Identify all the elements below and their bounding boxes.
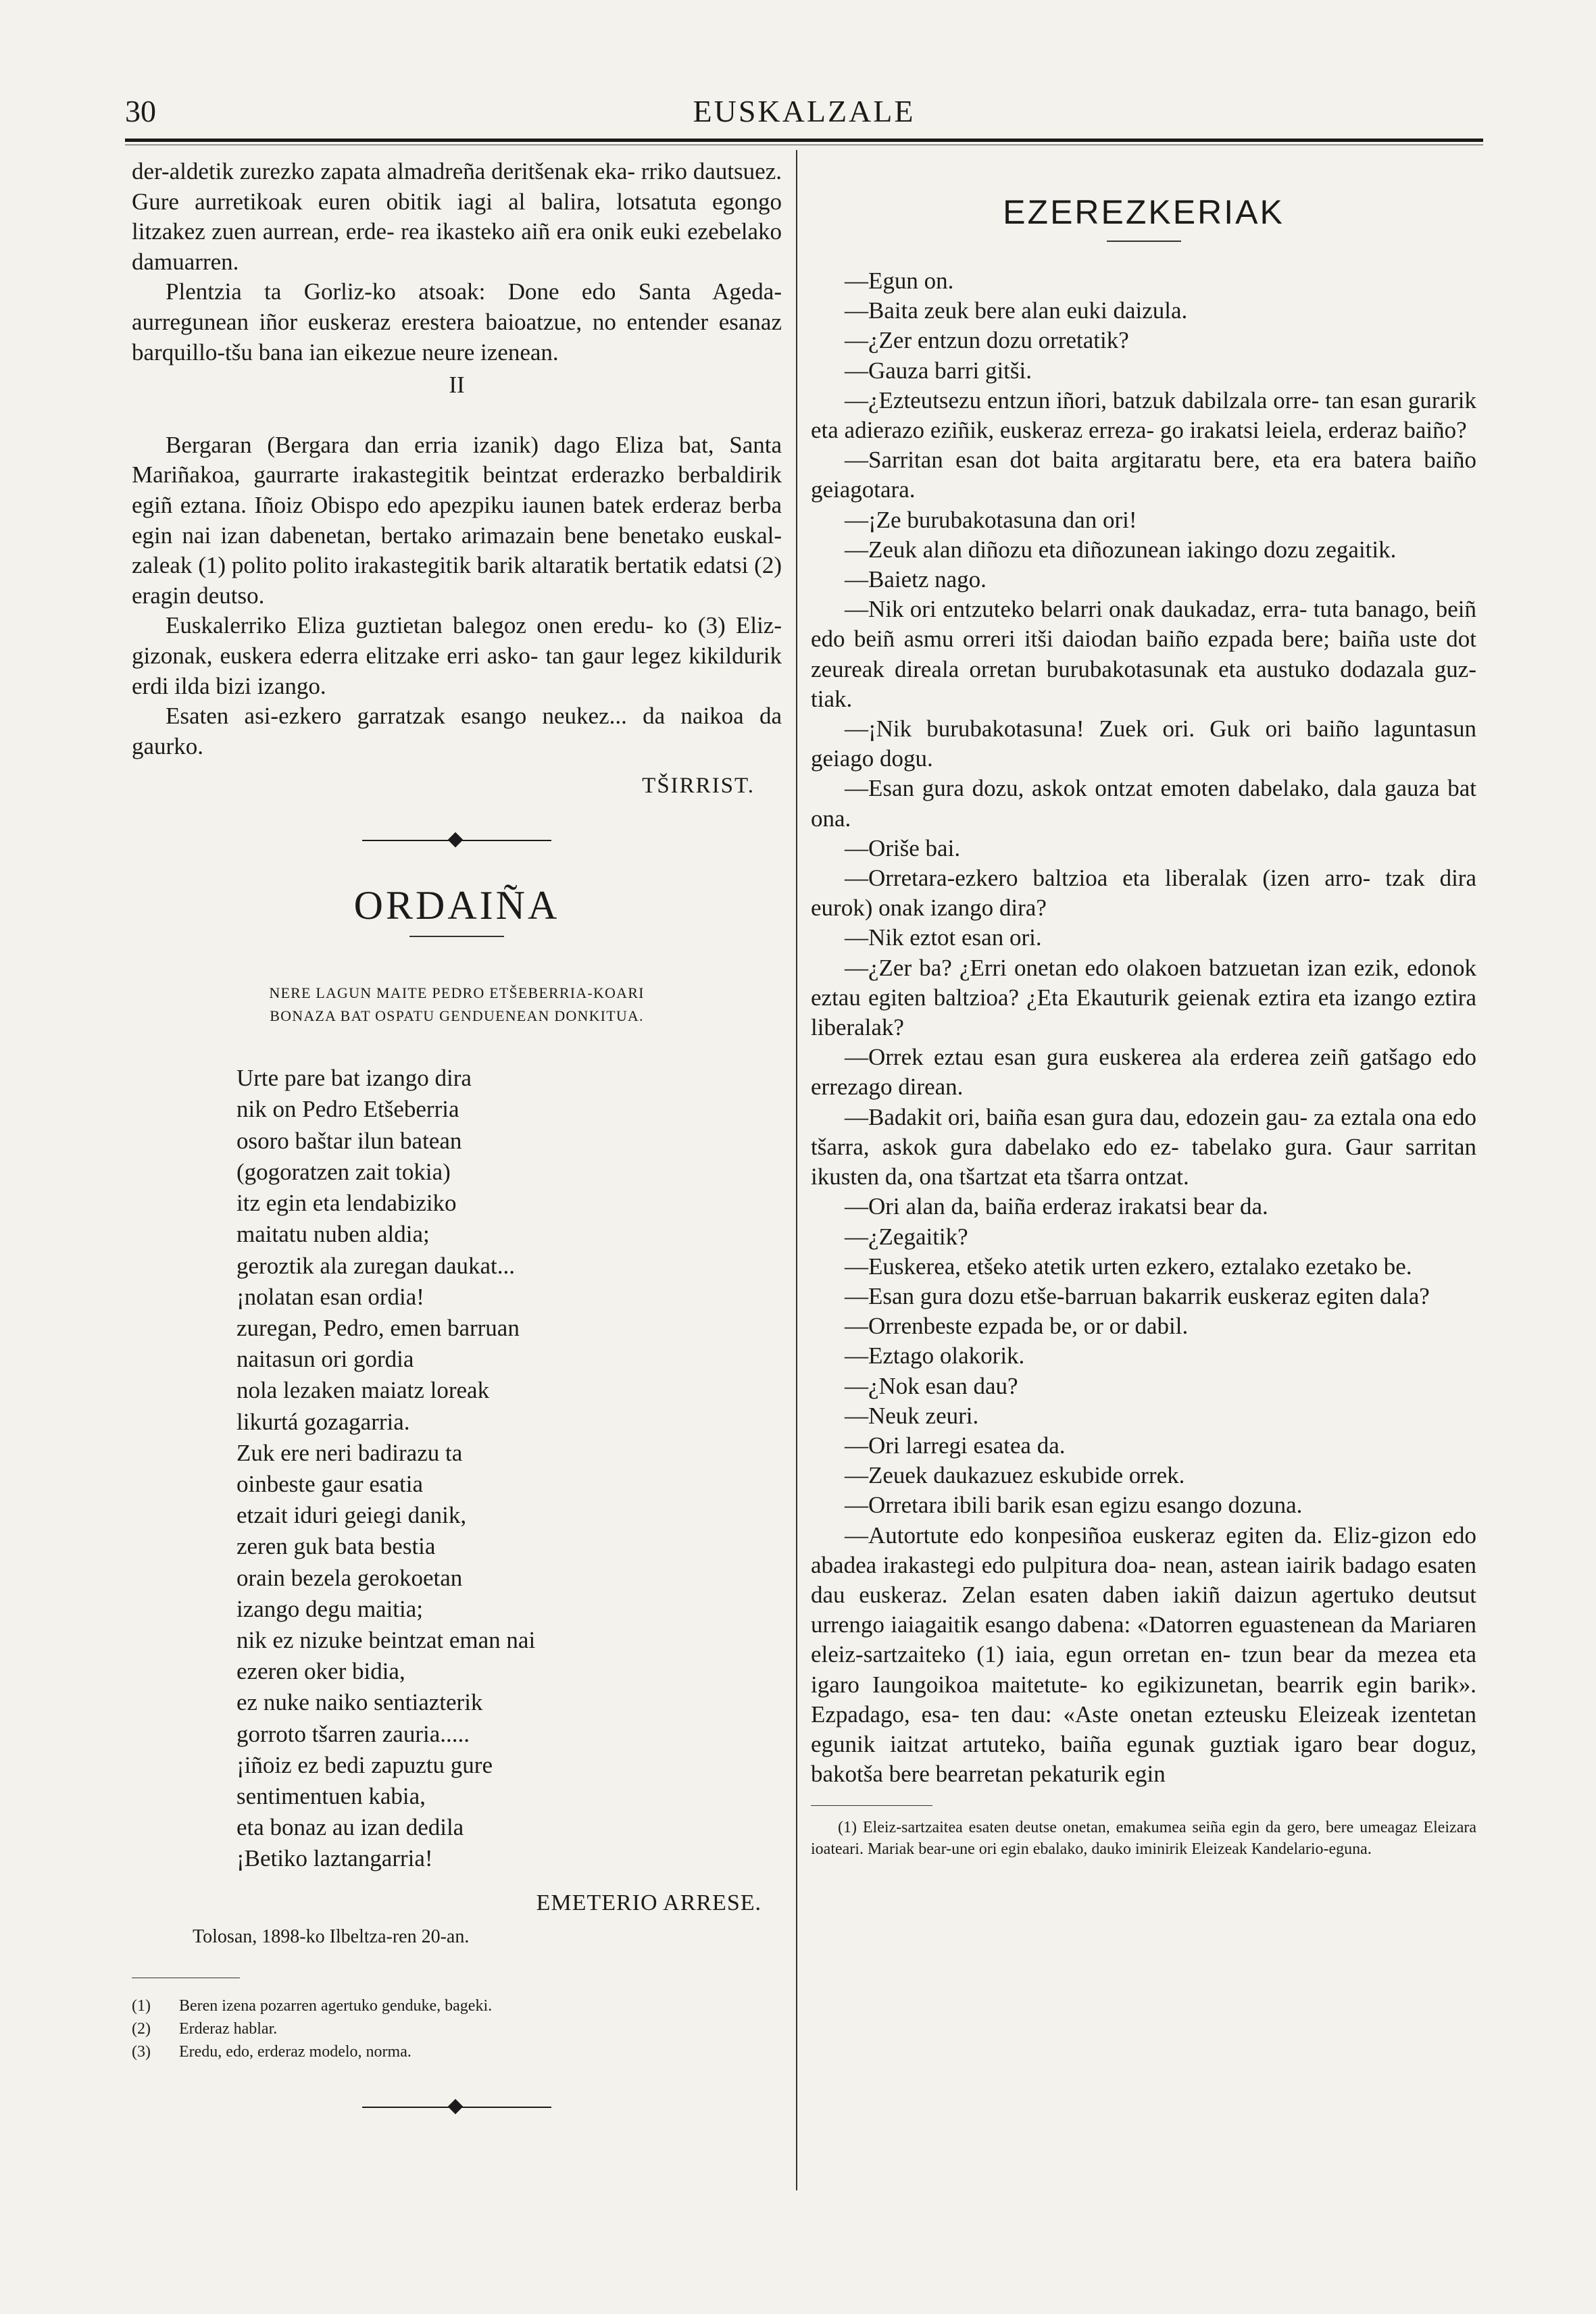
left-column: [132, 157, 782, 2117]
footnote-separator: [811, 1805, 932, 1806]
dialogue-line: —Ori larregi esatea da.: [845, 1432, 1066, 1459]
page-number: 30: [125, 94, 156, 128]
dialogue-line: —¡Ze burubakotasuna dan ori!: [845, 506, 1137, 533]
dialogue-line: —Esan gura dozu etše-barruan bakarrik euskeraz egiten dala?: [845, 1282, 1430, 1309]
poem-line: nik on Pedro Etšeberria: [236, 1096, 459, 1123]
poem-line: likurtá gozagarria.: [236, 1408, 410, 1435]
section-numeral: II: [449, 372, 465, 399]
title-rule: [1107, 241, 1181, 242]
poem-line: nola lezaken maiatz loreak: [236, 1377, 490, 1404]
poem-line: naitasun ori gordia: [236, 1346, 414, 1373]
dialogue-line: —¿Zer entzun dozu orretatik?: [845, 327, 1129, 354]
dialogue-line: —Orrek eztau esan gura euskerea ala erderea zeiñ gatšago edo errezago direan.: [811, 1044, 1476, 1101]
poem-line: geroztik ala zuregan daukat...: [236, 1252, 516, 1279]
author-signature: TŠIRRIST.: [642, 774, 755, 799]
poem-title: ORDAIÑA: [353, 883, 560, 928]
dialogue-line: —Orretara ibili barik esan egizu esango dozuna.: [845, 1492, 1303, 1519]
dialogue-line: —Zeuk alan diñozu eta diñozunean iakingo dozu zegaitik.: [845, 536, 1397, 563]
poem-line: Zuk ere neri badirazu ta: [236, 1439, 463, 1466]
dialogue-line: —Nik ori entzuteko belarri onak daukadaz, erra- tuta banago, beiñ edo beiñ asmu orreri itši daiodan baiño ezpada bere; baiña uste dot zeureak direala orretan burubakotasunak eta austuko dodazala guz- tiak.: [811, 596, 1476, 712]
poem-line: ¡iñoiz ez bedi zapuztu gure: [236, 1751, 493, 1778]
dialogue-line: —Autortute edo konpesiñoa euskeraz egiten da. Eliz-gizon edo abadea irakastegi edo pulpitura doa- nean, astean iairik badago esaten dau euskeraz. Zelan esaten daben iakiñ daizun agertuko deutsut urrengo iaiagaitik esango dabena: «Datorren eguastenean da Mariaren eleiz-sartzaiteko (1) iaia, egun orretan en- tzun bear da mezea eta igaro Iaungoikoa maitetute- ko egikizunetan, bearrik egin barik». Ezpadago, esa- ten dau: «Aste onetan ezteusku Eleizeak izentetan egunik iaitzat artuteko, baiña egunak guztiak igaro bear doguz, bakotša bere bearretan pekaturik egin: [811, 1521, 1476, 1788]
poem-line: ¡Betiko laztangarria!: [236, 1845, 433, 1872]
dialogue-line: —Esan gura dozu, askok ontzat emoten dabelako, dala gauza bat ona.: [811, 775, 1476, 832]
right-column: [811, 157, 1476, 1860]
dedication-line: NERE LAGUN MAITE PEDRO ETŠEBERRIA-KOARI: [269, 984, 645, 1002]
title-rule: [409, 936, 504, 937]
dedication-line: BONAZA BAT OSPATU GENDUENEAN DONKITUA.: [270, 1007, 644, 1025]
poem-line: zuregan, Pedro, emen barruan: [236, 1314, 520, 1341]
dialogue-line: —Zeuek daukazuez eskubide orrek.: [845, 1462, 1185, 1489]
poem-line: osoro baštar ilun batean: [236, 1127, 462, 1154]
poem-line: maitatu nuben aldia;: [236, 1221, 430, 1248]
poem-line: etzait iduri geiegi danik,: [236, 1502, 467, 1529]
dialogue-line: —¿Zegaitik?: [845, 1223, 968, 1250]
dialogue-line: —Orrenbeste ezpada be, or or dabil.: [845, 1313, 1189, 1340]
dialogue-line: —Euskerea, etšeko atetik urten ezkero, eztalako ezetako be.: [845, 1253, 1412, 1280]
dialogue-line: —Badakit ori, baiña esan gura dau, edozein gau- za eztala ona edo tšarra, askok gura dabelako edo ez- tabelako gura. Gaur sarritan ikusten da, ona tšartzat eta tšarra ontzat.: [811, 1103, 1476, 1190]
dialogue-line: —¿Zer ba? ¿Erri onetan edo olakoen batzuetan izan ezik, edonok eztau egiten baltzioa? ¿Eta Ekauturik geienak eztira eta izango eztira liberalak?: [811, 954, 1476, 1041]
footnote: (1) Eleiz-sartzaitea esaten deutse onetan, emakumea seiña egin da gero, bere umeagaz Eleizara ioateari. Mariak bear-une ori egin ebalako, dauko iminirik Eleizeak Kandelario-eguna.: [811, 1819, 1476, 1859]
poem-line: ez nuke naiko sentiazterik: [236, 1689, 483, 1716]
dialogue-line: —Nik eztot esan ori.: [845, 924, 1042, 951]
dialogue-line: —Baita zeuk bere alan euki daizula.: [845, 297, 1188, 324]
dialogue-line: —¡Nik burubakotasuna! Zuek ori. Guk ori baiño laguntasun geiago dogu.: [811, 715, 1476, 772]
paragraph: Plentzia ta Gorliz-ko atsoak: Done edo Santa Ageda-aurregunean iñor euskeraz erestera baioatzue, no entender esanaz barquillo-tšu bana ian eikezue neure izenean.: [132, 278, 782, 366]
article-title: EZEREZKERIAK: [1003, 193, 1285, 231]
poem-line: itz egin eta lendabiziko: [236, 1190, 457, 1217]
dialogue-line: —Egun on.: [845, 268, 954, 294]
paragraph: Euskalerriko Eliza guztietan balegoz onen eredu- ko (3) Eliz-gizonak, euskera ederra elitzake erri asko- tan gaur legez kikildurik erdi ilda bizi izango.: [132, 612, 782, 699]
poem-line: eta bonaz au izan dedila: [236, 1814, 464, 1841]
dialogue-line: —Baietz nago.: [845, 566, 987, 593]
poem-line: sentimentuen kabia,: [236, 1782, 426, 1809]
paragraph: Esaten asi-ezkero garratzak esango neukez... da naikoa da gaurko.: [132, 703, 782, 759]
section-ornament: [362, 830, 551, 851]
poem-line: orain bezela gerokoetan: [236, 1564, 463, 1591]
closing-ornament: [362, 2097, 551, 2117]
header-rule: [125, 139, 1483, 142]
footnote: (2) Erderaz hablar.: [132, 2019, 278, 2038]
poem-line: izango degu maitia;: [236, 1595, 424, 1622]
poem-line: Urte pare bat izango dira: [236, 1065, 472, 1092]
paragraph: der-aldetik zurezko zapata almadreña deritšenak eka- rriko dautsuez. Gure aurretikoak euren obitik iagi al balira, lotsatuta egongo litzakez zuen aurrean, erde- rea ikasteko aiñ era onik euki ezebelako damuarren.: [132, 158, 782, 275]
dialogue-line: —¿Nok esan dau?: [845, 1372, 1018, 1399]
footnote: (3) Eredu, edo, erderaz modelo, norma.: [132, 2042, 412, 2061]
poem-line: ¡nolatan esan ordia!: [236, 1283, 424, 1310]
poem-line: nik ez nizuke beintzat eman nai: [236, 1626, 536, 1653]
poem: [236, 1063, 782, 1874]
place-date: Tolosan, 1898-ko Ilbeltza-ren 20-an.: [193, 1926, 470, 1947]
poem-line: ezeren oker bidia,: [236, 1658, 405, 1685]
footnote: (1) Beren izena pozarren agertuko genduke, bageki.: [132, 1996, 493, 2015]
poem-line: oinbeste gaur esatia: [236, 1470, 424, 1497]
dialogue-line: —Oriše bai.: [845, 834, 961, 861]
dialogue-line: —Sarritan esan dot baita argitaratu bere, eta era batera baiño geiagotara.: [811, 447, 1476, 503]
page-header: [125, 88, 1483, 135]
dialogue-line: —Gauza barri gitši.: [845, 357, 1032, 384]
dialogue-line: —Neuk zeuri.: [845, 1402, 979, 1429]
paragraph: Bergaran (Bergara dan erria izanik) dago Eliza bat, Santa Mariñakoa, gaurrarte irakastegitik beintzat erderazko berbaldirik egiñ eztana. Iñoiz Obispo edo apezpiku iaunen batek erderaz berba egin nai izan dabenetan, bertako arimazain bene benetako euskal- zaleak (1) polito polito irakastegitik barik altaratik bertatik edatsi (2) eragin deutso.: [132, 431, 782, 609]
poem-line: gorroto tšarren zauria.....: [236, 1720, 470, 1747]
column-divider: [796, 150, 797, 2190]
poem-signature: EMETERIO ARRESE.: [536, 1890, 762, 1915]
dialogue-line: —Orretara-ezkero baltzioa eta liberalak (izen arro- tzak dira eurok) onak izango dira?: [811, 865, 1476, 922]
dialogue-line: —Ori alan da, baiña erderaz irakatsi bear da.: [845, 1193, 1268, 1220]
poem-line: (gogoratzen zait tokia): [236, 1158, 451, 1185]
running-title: EUSKALZALE: [693, 94, 916, 128]
dialogue-line: —¿Ezteutsezu entzun iñori, batzuk dabilzala orre- tan esan gurarik eta adierazo eziñik, euskeraz erreza- go irakatsi leiela, erderaz baiño?: [811, 386, 1476, 444]
dialogue-line: —Eztago olakorik.: [845, 1342, 1025, 1369]
poem-line: zeren guk bata bestia: [236, 1533, 436, 1560]
poem-dedication: [132, 982, 782, 1028]
dialogue: [811, 266, 1476, 1789]
